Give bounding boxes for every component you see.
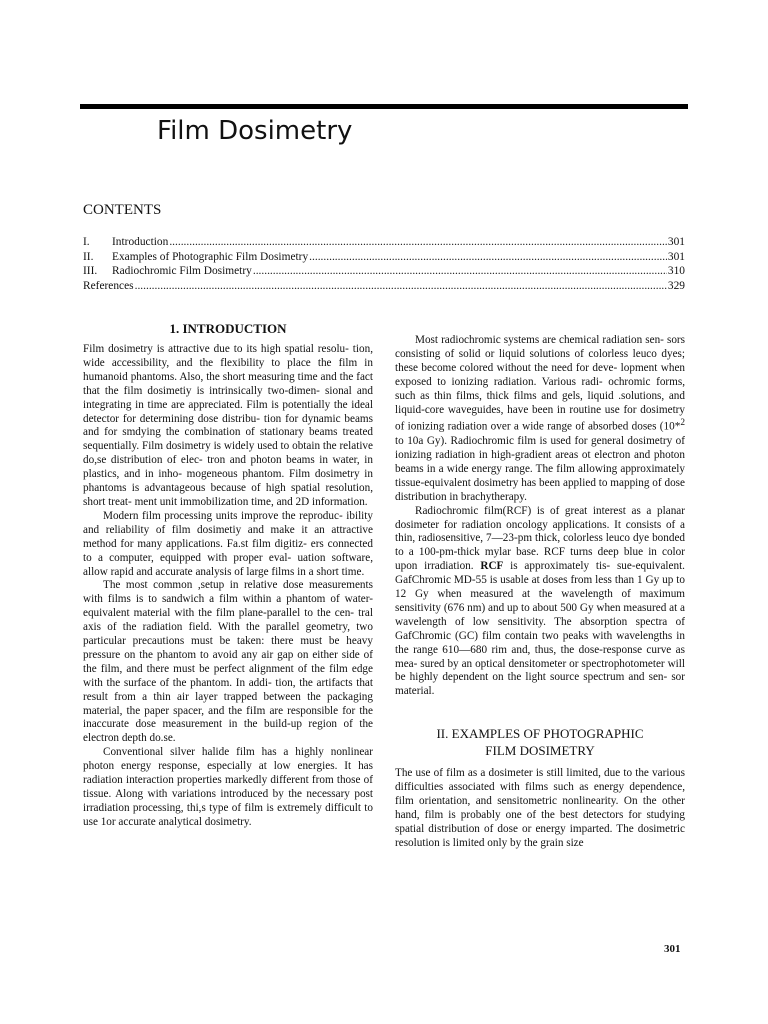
paragraph: The use of film as a dosimeter is still limited, due to the various difficulties associated with films such as energy dependence, film orientation, and sensitometric nonlinearity. On the other hand, film is probably one of the best detectors for studying spatial distribution of dose or energy imparted. The dosimetric resolution is limited only by the grain size [395, 767, 685, 849]
contents-heading: CONTENTS [83, 202, 162, 218]
toc-entry-label: Examples of Photographic Film Dosimetry [112, 250, 309, 263]
toc-entry[interactable] [83, 250, 685, 265]
toc-entry-page: 329 [667, 279, 685, 292]
paragraph: Film dosimetry is attractive due to its high spatial resolu- tion, wide accessibility, and the flexibility to place the film in humanoid phantoms. Also, the short measuring time and the fact that the film dosimetiy is intrinsically two-dimen- sional and integrating in time are appreciated. Film is potentially the ideal detector for determining dose distribu- tion for dynamic beams and for smdying the combination of stationary beams treated sequentially. Film dosimetry is widely used to obtain the relative do,se distribution of elec- tron and photon beams in water, in plastics, and in inho- mogeneous phantom. Film dosimetry in phantoms is advantageous because of high spatial resolution, short treat- ment unit immobilization time, and 2D information. [83, 343, 373, 508]
paragraph: Modern film processing units improve the reproduc- ibility and reliability of film dosimetiy and make it an attractive method for many applications. Fa.st film digitiz- ers connected to a computer, equipped with proper eval- uation software, allow rapid and accurate analysis of large films in a short time. [83, 509, 373, 578]
section-heading-line: II. EXAMPLES OF PHOTOGRAPHIC [436, 726, 644, 742]
toc-entry-page: 301 [667, 236, 685, 248]
toc-entry-label: References [83, 279, 134, 292]
toc-leader-dots [309, 250, 667, 265]
paragraph [395, 505, 685, 700]
page-number: 301 [664, 943, 681, 955]
toc-entry[interactable] [83, 235, 685, 250]
toc-entry-number: I. [83, 236, 90, 248]
right-column [395, 334, 685, 851]
toc-entry-number: II. [83, 250, 94, 263]
superscript: 2 [680, 418, 685, 429]
toc-entry-page: 310 [667, 265, 685, 277]
toc-entry-page: 301 [667, 250, 685, 263]
toc-leader-dots [169, 235, 667, 250]
paragraph: The most common ,setup in relative dose measurements with films is to sandwich a film within a phantom of water- equivalent material with the film plane-parallel to the cen- tral axis of the radiation field. With the parallel geometry, two particular precautions must be taken: there must be heavy pressure on the phantom to avoid any air gap on either side of the film, and there must be perfect alignment of the film edge with the surface of the phantom. In addi- tion, the artifacts that result from a thin air layer trapped between the packaging material, the paper spacer, and the fiIm are responsible for the inaccurate dose measurement in the build-up region of the electron depth do.se. [83, 579, 373, 745]
section-heading-line: FILM DOSIMETRY [485, 743, 595, 759]
toc-entry[interactable] [83, 279, 685, 294]
toc-leader-dots [253, 264, 667, 279]
header-rule [80, 104, 688, 109]
text-run: Most radiochromic systems are chemical radiation sen- sors consisting of solid or liquid solutions of colorless leuco dyes; these become colored without the need for deve- lopment when exposed to ionizing radiation. Various radi- ochromic forms, such as thin films, thick films and gels, liquid .solutions, and liquid-core waveguides, have been in routine use for dosimetry of ionizing radiation over a wide range of absorbed doses (10* [395, 334, 685, 434]
table-of-contents [83, 235, 685, 293]
section-heading-introduction: 1. INTRODUCTION [169, 321, 287, 336]
paragraph: Conventional silver halide film has a highly nonlinear photon energy response, especially at low energies. It has radiation interaction properties markedly different from those of tissue. Along with variations introduced by the necessary post irradiation processing, thi,s type of film is extremely difficult to use 1or accurate analytical dosimetry. [83, 746, 373, 828]
toc-entry-number: III. [83, 265, 98, 277]
section-heading-examples [395, 725, 685, 759]
toc-entry-label: Introduction [112, 236, 169, 248]
toc-entry[interactable] [83, 264, 685, 279]
left-column [83, 320, 373, 830]
bold-term: RCF [480, 560, 504, 573]
toc-leader-dots [135, 279, 667, 294]
toc-entry-label: Radiochromic Film Dosimetry [112, 265, 252, 277]
paragraph [395, 334, 685, 505]
text-run: Radiochromic film(RCF) is of great interest as a planar dosimeter for radiation oncology applications. It consists of a thin, radiosensitive, 7—23-pm thick, colorless leuco dye bonded to a 100-pm-thick mylar base. RCF turns deep blue in color upon irradiation. [395, 504, 685, 573]
text-run: to 10a Gy). Radiochromic film is used for general dosimetry of ionizing radiation in high-gradient areas ot electron and photon beams in a wide energy range. The film allowing approximately tissue-equivalent dosimetry has been applied to mapping of dose distribution in brachytherapy. [395, 435, 685, 503]
chapter-title: Film Dosimetry [157, 116, 353, 146]
text-run: is approximately tis- sue-equivalent. GafChromic MD-55 is usable at doses from less than 1 Gy up to 12 Gy when measured at the wavelength of maximum sensitivity (676 nm) and up to about 500 Gy when measured at a wavelength of low sensitivity. The absorption spectra of GafChromic (GC) film contain two peaks with wavelengths in the range 610—680 rim and, thus, the dose-response curve as mea- sured by an optical densitometer or spectrophotometer will be highly dependent on the light source spectrum and sen- sor material. [395, 560, 685, 698]
